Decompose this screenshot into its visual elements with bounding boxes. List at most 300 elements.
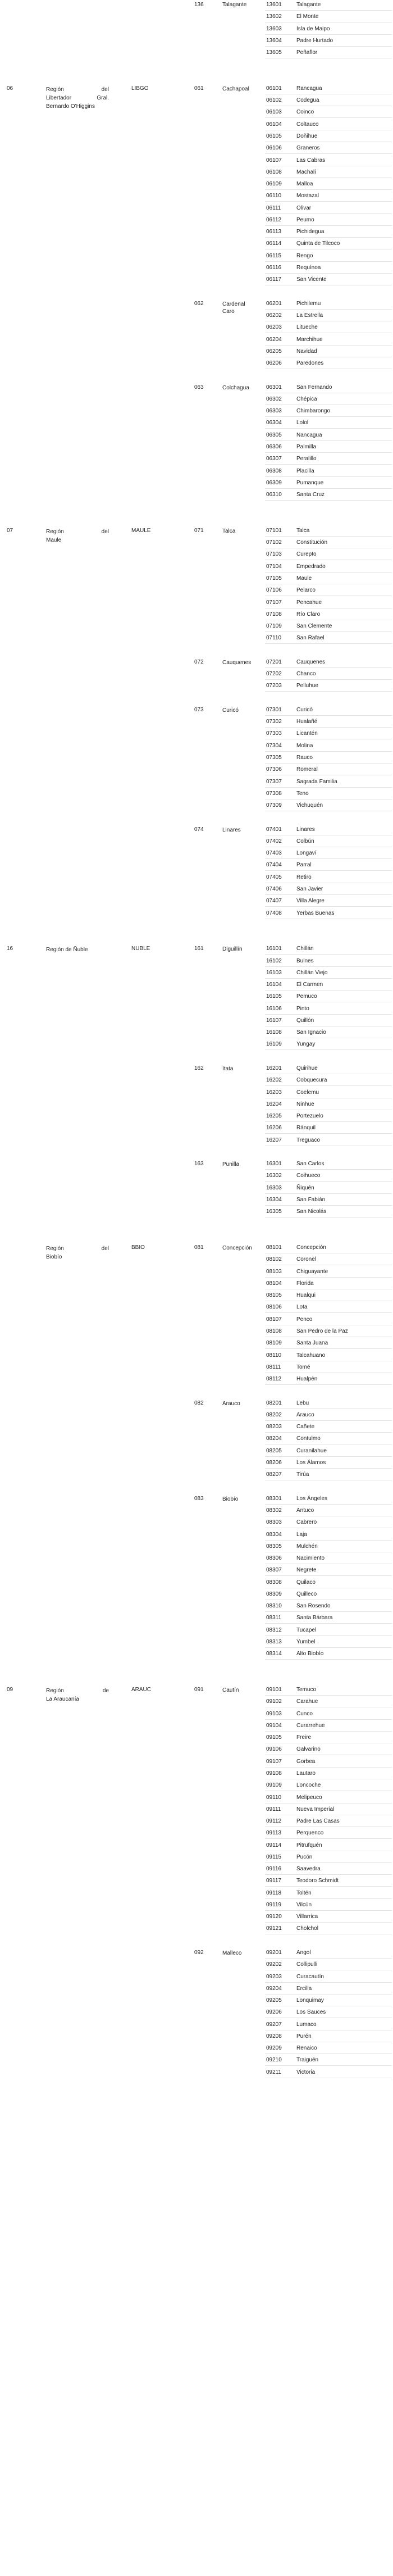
commune-code: 13601 <box>266 2 282 8</box>
row-divider <box>265 1205 392 1206</box>
region-name-line: La Araucanía <box>46 1696 79 1703</box>
commune-code: 09117 <box>266 1878 282 1884</box>
commune-name: El Monte <box>296 13 319 20</box>
commune-name: Collipulli <box>296 1961 318 1968</box>
commune-code: 09208 <box>266 2033 282 2039</box>
commune-code: 09210 <box>266 2057 282 2064</box>
row-divider <box>265 201 392 202</box>
row-divider <box>265 1348 392 1349</box>
commune-name: San Clemente <box>296 623 332 630</box>
row-divider <box>265 309 392 310</box>
commune-code: 09206 <box>266 2009 282 2016</box>
commune-name: Sagrada Familia <box>296 778 337 785</box>
commune-code: 13605 <box>266 49 282 56</box>
commune-name: San Fabián <box>296 1197 326 1203</box>
region-number: 16 <box>7 946 13 952</box>
row-divider <box>265 1838 392 1839</box>
commune-code: 08203 <box>266 1424 282 1430</box>
commune-code: 09120 <box>266 1914 282 1920</box>
commune-name: Requínoa <box>296 264 321 271</box>
commune-code: 06105 <box>266 133 282 139</box>
region-number: 07 <box>7 527 13 534</box>
commune-code: 08303 <box>266 1519 282 1526</box>
commune-code: 07105 <box>266 575 282 581</box>
commune-name: Isla de Maipo <box>296 25 330 32</box>
commune-code: 08301 <box>266 1495 282 1502</box>
row-divider <box>265 1432 392 1433</box>
row-divider <box>265 1085 392 1086</box>
row-divider <box>265 10 392 11</box>
region-name-line: Región del <box>46 86 109 93</box>
commune-code: 16104 <box>266 982 282 988</box>
commune-name: Doñihue <box>296 133 318 139</box>
commune-code: 08305 <box>266 1543 282 1550</box>
commune-name: Padre Hurtado <box>296 37 333 44</box>
commune-code: 06108 <box>266 169 282 175</box>
commune-code: 07303 <box>266 730 282 737</box>
commune-name: Coltauco <box>296 121 319 128</box>
commune-name: Romeral <box>296 766 318 773</box>
commune-name: Angol <box>296 1950 311 1956</box>
commune-code: 09119 <box>266 1901 282 1908</box>
commune-name: Lumaco <box>296 2021 317 2028</box>
commune-code: 09209 <box>266 2045 282 2052</box>
commune-name: Peumo <box>296 216 314 223</box>
row-divider <box>265 273 392 274</box>
commune-code: 06304 <box>266 420 282 426</box>
commune-code: 08111 <box>266 1364 281 1370</box>
commune-code: 09102 <box>266 1698 282 1705</box>
commune-name: Longaví <box>296 850 317 857</box>
commune-code: 06305 <box>266 431 282 438</box>
commune-code: 07302 <box>266 719 282 725</box>
row-divider <box>265 870 392 871</box>
commune-code: 08110 <box>266 1352 282 1359</box>
commune-name: Lebu <box>296 1400 309 1406</box>
commune-code: 09207 <box>266 2021 282 2028</box>
commune-name: Pelluhue <box>296 683 318 689</box>
province-code: 061 <box>194 85 204 92</box>
region-name <box>46 1687 109 1703</box>
commune-name: Quilaco <box>296 1579 316 1585</box>
commune-code: 16206 <box>266 1125 282 1132</box>
row-divider <box>265 1456 392 1457</box>
commune-name: Placilla <box>296 467 314 474</box>
commune-name: San Vicente <box>296 276 327 283</box>
commune-code: 06202 <box>266 312 282 319</box>
commune-name: Teodoro Schmidt <box>296 1878 339 1884</box>
commune-name: Tomé <box>296 1364 310 1370</box>
commune-name: Santa Cruz <box>296 492 325 498</box>
commune-name: Nancagua <box>296 431 322 438</box>
row-divider <box>265 1014 392 1015</box>
commune-name: Curarrehue <box>296 1722 325 1729</box>
commune-code: 06111 <box>266 205 281 211</box>
commune-code: 08310 <box>266 1603 282 1610</box>
commune-code: 09204 <box>266 1985 282 1992</box>
commune-name: Nueva Imperial <box>296 1806 335 1812</box>
region-name-line: Región de Ñuble <box>46 947 88 953</box>
commune-code: 08312 <box>266 1627 282 1633</box>
commune-code: 16105 <box>266 993 282 1000</box>
row-divider <box>265 1635 392 1636</box>
province-name: Cardenal Caro <box>222 301 245 315</box>
commune-code: 16203 <box>266 1089 282 1096</box>
commune-code: 06109 <box>266 181 282 188</box>
province-name: Itata <box>222 1066 234 1073</box>
commune-name: San Carlos <box>296 1161 325 1167</box>
region-name-line: Maule <box>46 537 62 543</box>
commune-code: 13602 <box>266 13 282 20</box>
row-divider <box>265 225 392 226</box>
row-divider <box>265 452 392 453</box>
commune-code: 06103 <box>266 109 282 116</box>
row-divider <box>265 1169 392 1170</box>
commune-code: 09106 <box>266 1746 282 1753</box>
commune-name: Cholchol <box>296 1925 318 1932</box>
row-divider <box>265 1193 392 1194</box>
row-divider <box>265 643 392 644</box>
commune-code: 09107 <box>266 1758 282 1765</box>
commune-name: Quinta de Tilcoco <box>296 240 340 247</box>
commune-name: Talcahuano <box>296 1352 326 1359</box>
commune-code: 08107 <box>266 1316 282 1323</box>
commune-code: 08108 <box>266 1328 282 1334</box>
commune-code: 06114 <box>266 240 282 247</box>
commune-code: 08109 <box>266 1340 282 1347</box>
commune-code: 07101 <box>266 527 282 534</box>
row-divider <box>265 1958 392 1959</box>
commune-name: San Rosendo <box>296 1603 331 1610</box>
commune-name: Graneros <box>296 145 320 152</box>
commune-name: El Carmen <box>296 982 323 988</box>
commune-code: 06307 <box>266 456 282 462</box>
commune-name: Pumanque <box>296 479 324 486</box>
commune-name: Pelarco <box>296 587 316 594</box>
row-divider <box>265 906 392 907</box>
commune-code: 07407 <box>266 898 282 905</box>
commune-code: 07305 <box>266 755 282 761</box>
commune-code: 08105 <box>266 1292 282 1299</box>
row-divider <box>265 751 392 752</box>
commune-name: Licantén <box>296 730 318 737</box>
commune-code: 16305 <box>266 1209 282 1215</box>
row-divider <box>265 237 392 238</box>
commune-name: Victoria <box>296 2069 316 2075</box>
commune-name: Santa Bárbara <box>296 1615 333 1621</box>
commune-name: Linares <box>296 826 315 833</box>
commune-code: 16103 <box>266 969 282 976</box>
commune-name: Coelemu <box>296 1089 319 1096</box>
commune-name: Arauco <box>296 1411 314 1418</box>
region-name-line: Región del <box>46 528 109 535</box>
commune-code: 08307 <box>266 1567 282 1574</box>
province-name: Malleco <box>222 1950 242 1956</box>
commune-code: 07401 <box>266 826 282 833</box>
commune-code: 09108 <box>266 1770 282 1777</box>
commune-name: Chiguayante <box>296 1268 328 1275</box>
region-abbreviation: BBIO <box>131 1244 145 1251</box>
row-divider <box>265 1719 392 1720</box>
commune-name: Yumbel <box>296 1638 316 1645</box>
commune-code: 06117 <box>266 276 282 283</box>
commune-code: 08106 <box>266 1304 282 1311</box>
commune-code: 09116 <box>266 1866 282 1873</box>
commune-code: 07108 <box>266 611 282 617</box>
province-code: 081 <box>194 1244 204 1251</box>
row-divider <box>265 1623 392 1624</box>
commune-name: Paredones <box>296 360 324 367</box>
row-divider <box>265 1504 392 1505</box>
row-divider <box>265 46 392 47</box>
commune-code: 09104 <box>266 1722 282 1729</box>
commune-code: 13603 <box>266 25 282 32</box>
row-divider <box>265 1898 392 1899</box>
commune-name: Curepto <box>296 551 317 558</box>
commune-name: Los Sauces <box>296 2009 326 2016</box>
province-code: 092 <box>194 1950 204 1956</box>
row-divider <box>265 1886 392 1887</box>
commune-code: 06303 <box>266 408 282 415</box>
commune-name: Olivar <box>296 205 312 211</box>
commune-name: San Nicolás <box>296 1209 327 1215</box>
row-divider <box>265 500 392 501</box>
commune-code: 06116 <box>266 264 282 271</box>
commune-code: 09101 <box>266 1687 282 1693</box>
commune-code: 16207 <box>266 1137 282 1143</box>
commune-name: Cañete <box>296 1424 315 1430</box>
commune-code: 07403 <box>266 850 282 857</box>
row-divider <box>265 2053 392 2054</box>
commune-name: Molina <box>296 742 313 749</box>
commune-name: Coihueco <box>296 1173 321 1179</box>
commune-code: 08112 <box>266 1376 282 1383</box>
commune-name: Las Cabras <box>296 157 326 163</box>
commune-name: Perquenco <box>296 1830 324 1837</box>
row-divider <box>265 787 392 788</box>
commune-code: 08207 <box>266 1471 282 1478</box>
commune-name: Litueche <box>296 324 318 331</box>
commune-code: 16205 <box>266 1113 282 1120</box>
commune-code: 16101 <box>266 946 282 952</box>
commune-code: 09103 <box>266 1710 282 1717</box>
commune-name: Chillán Viejo <box>296 969 328 976</box>
row-divider <box>265 1277 392 1278</box>
commune-name: Pucón <box>296 1853 313 1860</box>
commune-name: Vichuquén <box>296 802 323 809</box>
commune-code: 07102 <box>266 539 282 546</box>
row-divider <box>265 2065 392 2066</box>
commune-name: Empedrado <box>296 563 326 570</box>
row-divider <box>265 1575 392 1576</box>
commune-name: Antuco <box>296 1507 314 1514</box>
province-code: 163 <box>194 1161 204 1167</box>
commune-name: Lota <box>296 1304 308 1311</box>
commune-name: San Fernando <box>296 384 332 390</box>
commune-name: Coronel <box>296 1256 317 1263</box>
row-divider <box>265 1540 392 1541</box>
commune-name: Alto Biobío <box>296 1651 324 1657</box>
row-divider <box>265 990 392 991</box>
commune-name: Carahue <box>296 1698 318 1705</box>
commune-code: 16201 <box>266 1065 282 1072</box>
commune-code: 16301 <box>266 1161 282 1167</box>
commune-name: Nacimiento <box>296 1555 325 1562</box>
row-divider <box>265 954 392 955</box>
row-divider <box>265 1767 392 1768</box>
commune-code: 06308 <box>266 467 282 474</box>
region-name-line: Libertador Gral. <box>46 94 109 101</box>
commune-code: 07406 <box>266 885 282 892</box>
region-name-line: Bernardo O'Higgins <box>46 103 95 110</box>
commune-name: Tucapel <box>296 1627 317 1633</box>
commune-name: Palmilla <box>296 443 317 450</box>
commune-name: Cabrero <box>296 1519 317 1526</box>
commune-name: Santa Juana <box>296 1340 328 1347</box>
province-code: 083 <box>194 1495 204 1502</box>
province-code: 136 <box>194 2 204 8</box>
commune-name: Ránquil <box>296 1125 316 1132</box>
commune-code: 07201 <box>266 658 282 665</box>
commune-code: 09201 <box>266 1950 282 1956</box>
commune-code: 06301 <box>266 384 282 390</box>
commune-code: 09121 <box>266 1925 282 1932</box>
commune-code: 06101 <box>266 85 282 92</box>
commune-name: Pinto <box>296 1005 309 1012</box>
commune-code: 09111 <box>266 1806 281 1812</box>
commune-code: 07408 <box>266 910 282 916</box>
commune-code: 09114 <box>266 1842 282 1848</box>
commune-name: Saavedra <box>296 1866 321 1873</box>
commune-name: Pitrufquén <box>296 1842 322 1848</box>
province-name: Concepción <box>222 1245 252 1252</box>
row-divider <box>265 536 392 537</box>
row-divider <box>265 1121 392 1122</box>
row-divider <box>265 1731 392 1732</box>
row-divider <box>265 1384 392 1385</box>
commune-name: Contulmo <box>296 1435 321 1442</box>
row-divider <box>265 858 392 859</box>
commune-code: 09118 <box>266 1889 282 1896</box>
commune-name: Florida <box>296 1280 314 1287</box>
commune-name: Los Ángeles <box>296 1495 328 1502</box>
commune-name: Codegua <box>296 97 319 104</box>
commune-code: 08206 <box>266 1459 282 1466</box>
commune-code: 07301 <box>266 706 282 713</box>
commune-name: Chillán <box>296 946 314 952</box>
region-abbreviation: ARAUC <box>131 1687 152 1693</box>
row-divider <box>265 894 392 895</box>
commune-name: Temuco <box>296 1687 317 1693</box>
commune-code: 07307 <box>266 778 282 785</box>
commune-name: Penco <box>296 1316 313 1323</box>
commune-code: 16204 <box>266 1101 282 1107</box>
commune-code: 06204 <box>266 336 282 343</box>
row-divider <box>265 667 392 668</box>
province-name: Arauco <box>222 1400 240 1407</box>
commune-name: Ercilla <box>296 1985 312 1992</box>
commune-name: Rengo <box>296 252 313 259</box>
commune-name: Villarrica <box>296 1914 318 1920</box>
commune-name: Lautaro <box>296 1770 316 1777</box>
commune-name: Pichilemu <box>296 300 321 307</box>
province-code: 071 <box>194 527 204 534</box>
commune-name: Hualañé <box>296 719 318 725</box>
commune-code: 08308 <box>266 1579 282 1585</box>
row-divider <box>265 1312 392 1313</box>
commune-code: 06106 <box>266 145 282 152</box>
province-code: 073 <box>194 706 204 713</box>
commune-code: 06115 <box>266 252 282 259</box>
commune-code: 09203 <box>266 1973 282 1980</box>
commune-name: Teno <box>296 790 309 797</box>
row-divider <box>265 153 392 154</box>
commune-code: 08306 <box>266 1555 282 1562</box>
commune-code: 06201 <box>266 300 282 307</box>
row-divider <box>265 1910 392 1911</box>
commune-name: Los Álamos <box>296 1459 326 1466</box>
row-divider <box>265 1420 392 1421</box>
province-name: Talagante <box>222 2 247 8</box>
commune-name: Rauco <box>296 755 313 761</box>
commune-name: Peralillo <box>296 456 317 462</box>
commune-name: Bulnes <box>296 957 314 964</box>
region-name <box>46 528 109 544</box>
commune-code: 06112 <box>266 216 282 223</box>
region-abbreviation: MAULE <box>131 527 151 534</box>
region-name-line: Biobío <box>46 1254 62 1261</box>
row-divider <box>265 1181 392 1182</box>
commune-name: Parral <box>296 862 312 869</box>
commune-name: Río Claro <box>296 611 321 617</box>
commune-name: Chanco <box>296 671 316 678</box>
commune-name: San Ignacio <box>296 1029 326 1036</box>
province-name: Colchagua <box>222 384 249 391</box>
row-divider <box>265 428 392 429</box>
commune-code: 08313 <box>266 1638 282 1645</box>
row-divider <box>265 727 392 728</box>
commune-code: 07203 <box>266 683 282 689</box>
commune-code: 09205 <box>266 1997 282 2004</box>
row-divider <box>265 213 392 214</box>
commune-name: Gorbea <box>296 1758 316 1765</box>
commune-name: Yungay <box>296 1041 316 1048</box>
region-abbreviation: LIBGO <box>131 85 149 92</box>
commune-code: 06306 <box>266 443 282 450</box>
commune-name: Talagante <box>296 2 321 8</box>
commune-name: La Estrella <box>296 312 323 319</box>
commune-code: 09112 <box>266 1818 282 1825</box>
commune-code: 06203 <box>266 324 282 331</box>
commune-name: Coinco <box>296 109 314 116</box>
commune-code: 08101 <box>266 1244 282 1251</box>
row-divider <box>265 978 392 979</box>
province-name: Cautín <box>222 1687 239 1694</box>
commune-code: 08311 <box>266 1615 282 1621</box>
commune-name: Pencahue <box>296 599 322 606</box>
commune-code: 09211 <box>266 2069 282 2075</box>
commune-code: 08202 <box>266 1411 282 1418</box>
commune-code: 06309 <box>266 479 282 486</box>
commune-name: Pichidegua <box>296 229 325 235</box>
commune-name: Malloa <box>296 181 313 188</box>
commune-code: 07109 <box>266 623 282 630</box>
row-divider <box>265 691 392 692</box>
commune-name: Galvarino <box>296 1746 321 1753</box>
commune-name: Machalí <box>296 169 317 175</box>
row-divider <box>265 117 392 118</box>
row-divider <box>265 966 392 967</box>
